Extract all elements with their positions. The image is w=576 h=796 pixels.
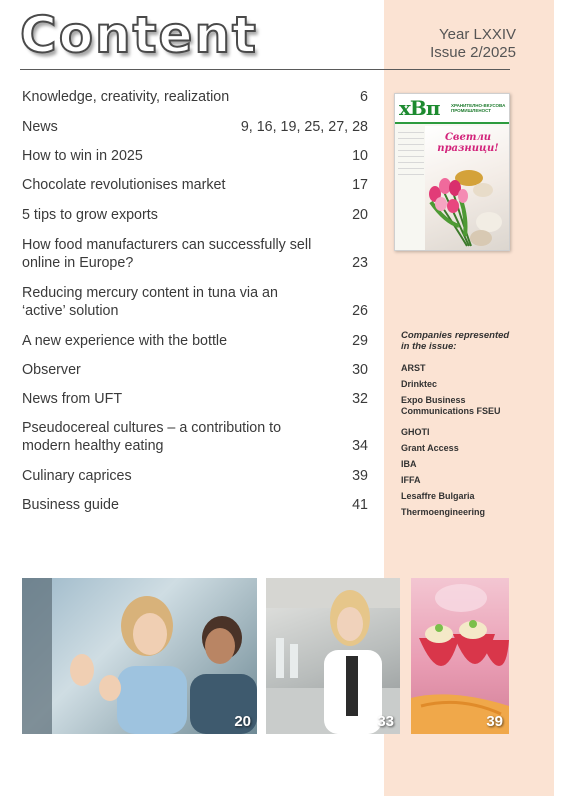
title-divider xyxy=(20,69,510,70)
cover-subtitle: ХРАНИТЕЛНО-ВКУСОВА ПРОМИШЛЕНОСТ xyxy=(451,103,506,113)
toc-entry-page: 30 xyxy=(352,362,368,378)
tulips-and-eggs-illustration xyxy=(425,126,509,250)
toc-entry[interactable] xyxy=(22,236,368,272)
scientist-illustration xyxy=(266,578,400,734)
toc-entry-title: How to win in 2025 xyxy=(22,148,143,164)
toc-entry-page: 41 xyxy=(352,497,368,513)
toc-entry[interactable] xyxy=(22,332,368,350)
toc-entry-page: 39 xyxy=(352,468,368,484)
cover-illustration xyxy=(425,126,509,250)
photo-page-number: 39 xyxy=(486,713,503,730)
company-item[interactable]: Drinktec xyxy=(401,379,438,389)
toc-entry-page: 23 xyxy=(352,255,368,271)
magazine-cover[interactable] xyxy=(394,93,510,251)
toc-entry-page: 32 xyxy=(352,391,368,407)
toc-entry-page: 20 xyxy=(352,207,368,223)
toc-entry-page: 29 xyxy=(352,333,368,349)
toc-entry-page: 17 xyxy=(352,177,368,193)
toc-entry[interactable] xyxy=(22,419,368,455)
toc-entry-title: Observer xyxy=(22,362,81,378)
toc-entry-title: News from UFT xyxy=(22,391,123,407)
toc-entry-title: Pseudocereal cultures – a contribution to modern healthy eating xyxy=(22,420,282,454)
page-title: Content xyxy=(20,6,258,64)
issue-number: Issue 2/2025 xyxy=(430,44,516,61)
people-illustration xyxy=(22,578,257,734)
toc-entry-title: Business guide xyxy=(22,497,119,513)
toc-entry[interactable] xyxy=(22,496,368,514)
photo-team-meeting[interactable] xyxy=(22,578,257,734)
photo-page-number: 33 xyxy=(377,713,394,730)
toc-entry[interactable] xyxy=(22,361,368,379)
cover-logo: хВп xyxy=(399,96,440,120)
company-item[interactable]: GHOTI xyxy=(401,427,430,437)
company-item[interactable]: IFFA xyxy=(401,475,421,485)
toc-entry[interactable] xyxy=(22,147,368,165)
issue-info xyxy=(430,26,516,62)
toc-entry-title: How food manufacturers can successfully sell online in Europe? xyxy=(22,237,312,271)
toc-entry-title: News xyxy=(22,119,58,135)
company-item[interactable]: ARST xyxy=(401,363,426,373)
toc-entry[interactable] xyxy=(22,284,368,320)
company-item[interactable]: Lesaffre Bulgaria xyxy=(401,491,475,501)
photo-dessert[interactable] xyxy=(411,578,509,734)
company-item[interactable]: Expo Business Communications FSEU xyxy=(401,395,501,416)
toc-entry[interactable] xyxy=(22,176,368,194)
toc-entry-page: 34 xyxy=(352,438,368,454)
company-item[interactable]: Grant Access xyxy=(401,443,459,453)
cover-contents-column xyxy=(398,130,424,178)
toc-entry-title: Reducing mercury content in tuna via an ‘active’ solution xyxy=(22,285,278,319)
photo-lab-scientist[interactable] xyxy=(266,578,400,734)
toc-entry[interactable] xyxy=(22,118,368,136)
issue-year: Year LXXIV xyxy=(439,26,516,43)
toc-entry-title: Culinary caprices xyxy=(22,468,132,484)
toc-entry[interactable] xyxy=(22,88,368,106)
toc-entry-title: Chocolate revolutionises market xyxy=(22,177,226,193)
photo-page-number: 20 xyxy=(234,713,251,730)
toc-entry[interactable] xyxy=(22,390,368,408)
cover-masthead xyxy=(395,94,510,124)
toc-entry[interactable] xyxy=(22,206,368,224)
toc-entry-page: 26 xyxy=(352,303,368,319)
cover-greeting: Светли празници! xyxy=(437,132,499,154)
toc-entry-title: 5 tips to grow exports xyxy=(22,207,158,223)
toc-entry-page: 6 xyxy=(360,89,368,105)
company-item[interactable]: Thermoengineering xyxy=(401,507,486,517)
toc-entry[interactable] xyxy=(22,467,368,485)
companies-heading: Companies represented in the issue: xyxy=(401,330,510,352)
toc-entry-title: Knowledge, creativity, realization xyxy=(22,89,230,105)
toc-entry-title: A new experience with the bottle xyxy=(22,333,228,349)
dessert-illustration xyxy=(411,578,509,734)
toc-entry-page: 10 xyxy=(352,148,368,164)
company-item[interactable]: IBA xyxy=(401,459,417,469)
toc-entry-page: 9, 16, 19, 25, 27, 28 xyxy=(240,119,368,135)
